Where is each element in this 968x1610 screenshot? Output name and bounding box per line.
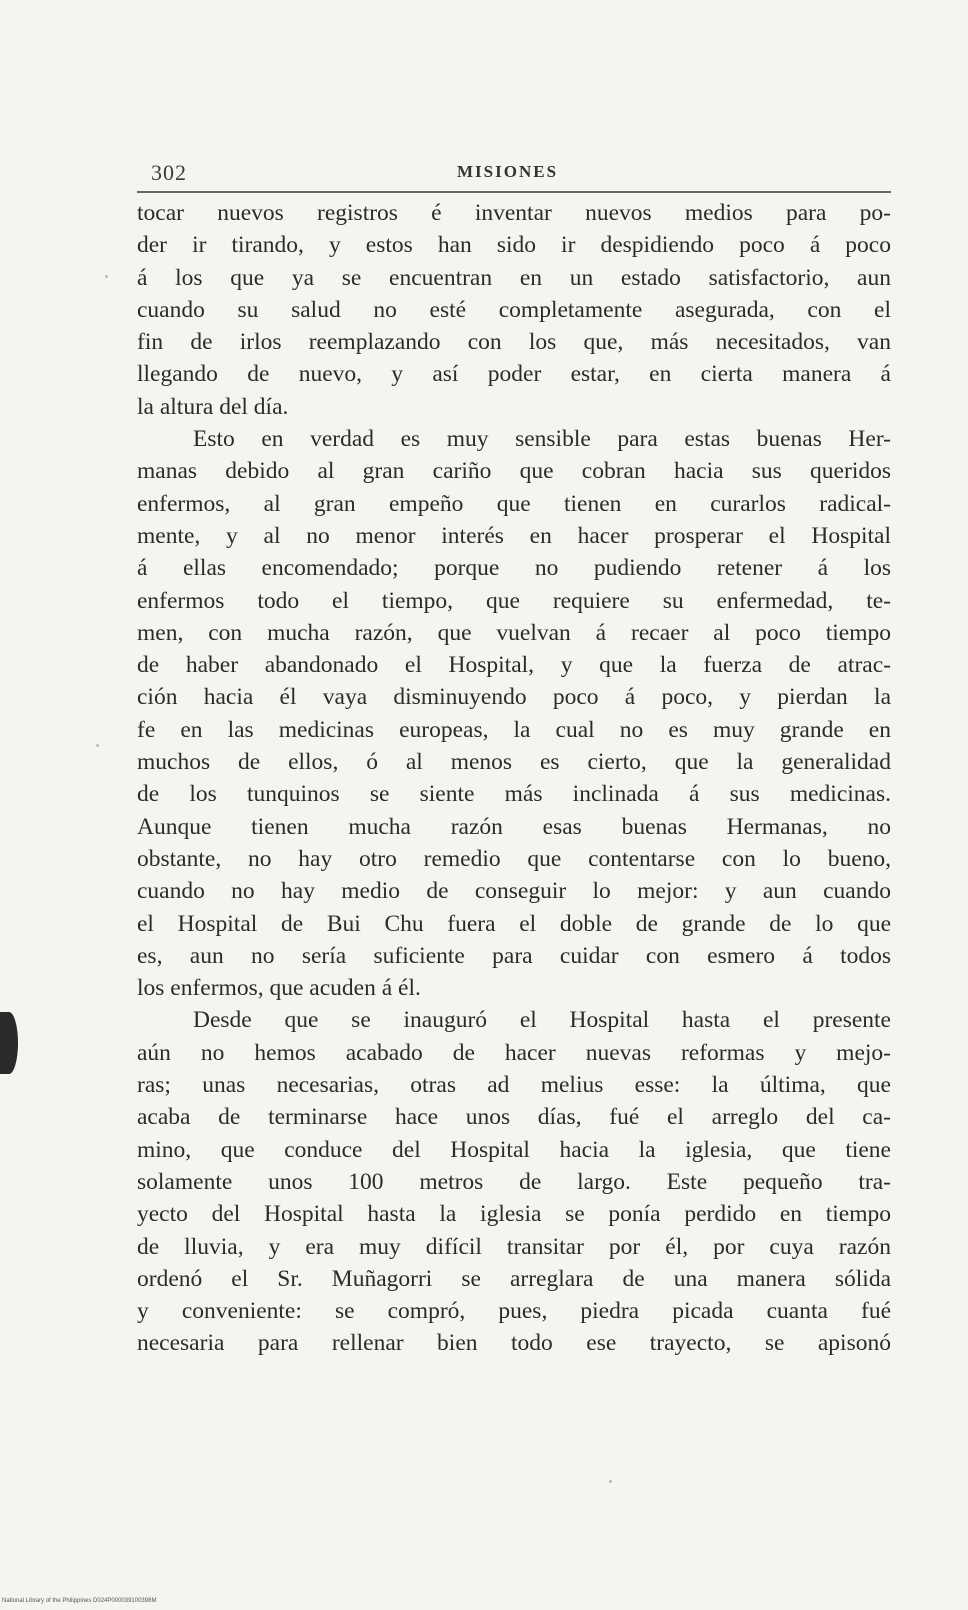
- text-line: enfermos, al gran empeño que tienen en curarlos radical-: [137, 490, 891, 517]
- text-line: men, con mucha razón, que vuelvan á recaer al poco tiempo: [137, 619, 891, 646]
- text-line: cuando su salud no esté completamente asegurada, con el: [137, 296, 891, 323]
- body-text: [137, 197, 891, 1360]
- text-line: manas debido al gran cariño que cobran hacia sus queridos: [137, 458, 891, 485]
- text-line: enfermos todo el tiempo, que requiere su enfermedad, te-: [137, 587, 891, 614]
- text-line: aún no hemos acabado de hacer nuevas reformas y mejo-: [137, 1039, 891, 1066]
- text-line: el Hospital de Bui Chu fuera el doble de grande de lo que: [137, 910, 891, 937]
- text-line: cuando no hay medio de conseguir lo mejor: y aun cuando: [137, 878, 891, 905]
- text-line: de lluvia, y era muy difícil transitar por él, por cuya razón: [137, 1233, 891, 1260]
- text-line: ras; unas necesarias, otras ad melius esse: la última, que: [137, 1072, 891, 1099]
- scan-speck: [96, 744, 99, 747]
- scan-speck: [609, 1480, 612, 1483]
- text-line: de haber abandonado el Hospital, y que la fuerza de atrac-: [137, 652, 891, 679]
- text-line: á ellas encomendado; porque no pudiendo retener á los: [137, 555, 891, 582]
- text-line: Esto en verdad es muy sensible para estas buenas Her-: [193, 426, 891, 453]
- text-line: y conveniente: se compró, pues, piedra picada cuanta fué: [137, 1298, 891, 1325]
- text-line: necesaria para rellenar bien todo ese trayecto, se apisonó: [137, 1330, 891, 1357]
- text-line: der ir tirando, y estos han sido ir despidiendo poco á poco: [137, 232, 891, 259]
- text-line: los enfermos, que acuden á él.: [137, 975, 421, 1002]
- text-line: Desde que se inauguró el Hospital hasta el presente: [193, 1007, 891, 1034]
- text-line: solamente unos 100 metros de largo. Este pequeño tra-: [137, 1168, 891, 1195]
- scan-edge-mark: [0, 1012, 18, 1074]
- text-line: Aunque tienen mucha razón esas buenas Hermanas, no: [137, 813, 891, 840]
- digitization-credit: National Library of the Philippines D024P000039100398M: [2, 1598, 157, 1604]
- text-line: ción hacia él vaya disminuyendo poco á poco, y pierdan la: [137, 684, 891, 711]
- text-line: yecto del Hospital hasta la iglesia se ponía perdido en tiempo: [137, 1201, 891, 1228]
- text-line: ordenó el Sr. Muñagorri se arreglara de una manera sólida: [137, 1265, 891, 1292]
- text-line: muchos de ellos, ó al menos es cierto, que la generalidad: [137, 749, 891, 776]
- text-line: la altura del día.: [137, 393, 289, 420]
- text-line: fin de irlos reemplazando con los que, más necesitados, van: [137, 329, 891, 356]
- text-line: de los tunquinos se siente más inclinada á sus medicinas.: [137, 781, 891, 808]
- text-line: fe en las medicinas europeas, la cual no es muy grande en: [137, 716, 891, 743]
- text-line: mino, que conduce del Hospital hacia la iglesia, que tiene: [137, 1136, 891, 1163]
- header-rule: [137, 191, 891, 193]
- page-number: 302: [151, 160, 187, 185]
- text-line: es, aun no sería suficiente para cuidar con esmero á todos: [137, 942, 891, 969]
- text-line: tocar nuevos registros é inventar nuevos medios para po-: [137, 200, 891, 226]
- running-head: MISIONES: [457, 162, 559, 181]
- text-line: obstante, no hay otro remedio que contentarse con lo bueno,: [137, 845, 891, 872]
- page-header: [137, 160, 891, 190]
- text-line: llegando de nuevo, y así poder estar, en cierta manera á: [137, 361, 891, 388]
- text-line: acaba de terminarse hace unos días, fué el arreglo del ca-: [137, 1104, 891, 1131]
- text-line: mente, y al no menor interés en hacer prosperar el Hospital: [137, 522, 891, 549]
- text-line: á los que ya se encuentran en un estado satisfactorio, aun: [137, 264, 891, 291]
- scan-speck: [105, 275, 108, 278]
